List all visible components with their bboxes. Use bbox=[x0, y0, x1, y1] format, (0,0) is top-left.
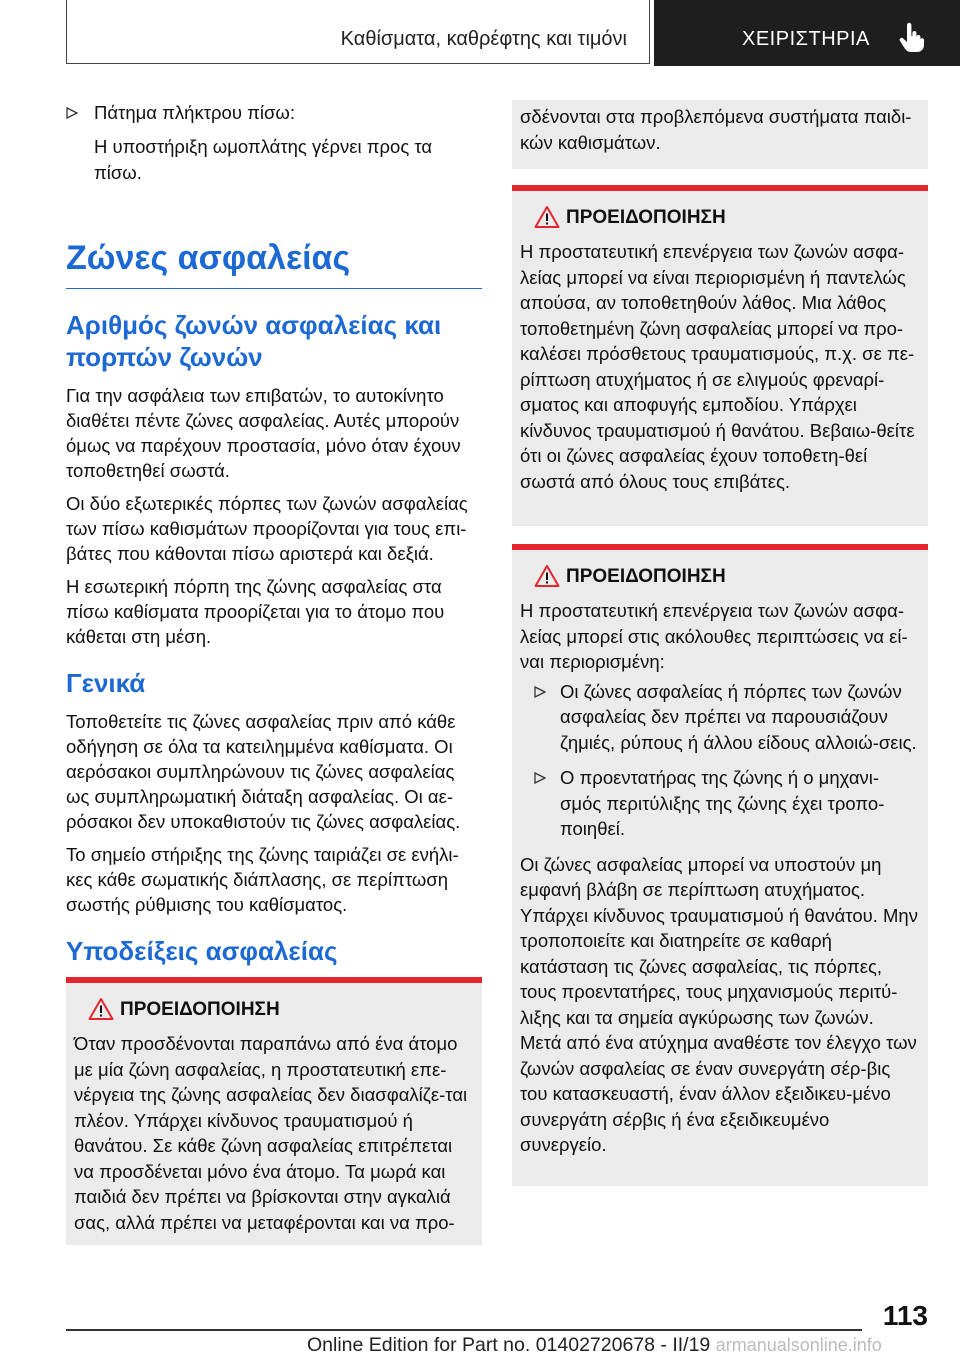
triangle-bullet-icon bbox=[534, 772, 546, 784]
paragraph: Για την ασφάλεια των επιβατών, το αυτοκίνητο διαθέτει πέντε ζώνες ασφαλείας. Αυτές μπορούν όμως να παρέχουν προστασία, μόνο όταν έχουν τοποθετηθεί σωστά. bbox=[66, 385, 461, 481]
left-column bbox=[66, 100, 482, 1245]
list-item-text: Οι ζώνες ασφαλείας ή πόρπες των ζωνών ασφαλείας δεν πρέπει να παρουσιάζουν ζημιές, ρύπους ή άλλου είδους αλλοιώ-σεις. bbox=[560, 680, 917, 753]
section-title: Καθίσματα, καθρέφτης και τιμόνι bbox=[340, 28, 627, 50]
paragraph: Το σημείο στήριξης της ζώνης ταιριάζει σε ενήλι-κες κάθε σωματικής διάπλασης, σε περίπτωση σωστής ρύθμισης του καθίσματος. bbox=[66, 844, 459, 915]
list-item bbox=[66, 100, 482, 126]
warning-triangle-icon bbox=[88, 997, 114, 1021]
warning-text: Η προστατευτική επενέργεια των ζωνών ασφα-λείας μπορεί στις ακόλουθες περιπτώσεις να εί-ναι περιορισμένη: bbox=[520, 600, 908, 672]
warning-title: ΠΡΟΕΙΔΟΠΟΙΗΣΗ bbox=[566, 566, 726, 587]
subsection-heading-general: Γενικά bbox=[66, 668, 146, 698]
chapter-tab-label: ΧΕΙΡΙΣΤΗΡΙΑ bbox=[742, 28, 870, 50]
warning-text: Η προστατευτική επενέργεια των ζωνών ασφα-λείας μπορεί να είναι περιορισμένη ή παντελώς απούσα, αν τοποθετηθούν λάθος. Μια λάθος τοποθετημένη ζώνη ασφαλείας μπορεί να προ-καλέσει πρόσθετους τραυματισμούς, π.χ. σε πε-ρίπτωση ατυχήματος ή σε ελιγμούς φρεναρί-σματος και αποφυγής εμποδίου. Υπάρχει κίνδυνος τραυματισμού ή θανάτου. Βεβαιω-θείτε ότι οι ζώνες ασφαλείας έχουν τοποθετη-θεί σωστά από όλους τους επιβάτες. bbox=[520, 241, 915, 492]
warning-text: Οι ζώνες ασφαλείας μπορεί να υποστούν μη εμφανή βλάβη σε περίπτωση ατυχήματος. Υπάρχει κίνδυνος τραυματισμού ή θανάτου. Μην τροποποιείτε και διατηρείτε σε καθαρή κατάσταση τις ζώνες ασφαλείας, τις πόρπες, τους προεντατήρες, τους μηχανισμούς περιτύ-λιξης και τα σημεία αγκύρωσης των ζωνών. Μετά από ένα ατύχημα αναθέστε τον έλεγχο των ζωνών ασφαλείας σε έναν συνεργάτη σέρ-βις του κατασκευαστή, έναν άλλον εξειδικευ-μένο συνεργάτη σέρβις ή ένα εξειδικευμένο συνεργείο. bbox=[520, 853, 918, 1155]
warning-box bbox=[66, 977, 482, 1245]
paragraph: Τοποθετείτε τις ζώνες ασφαλείας πριν από κάθε οδήγηση σε όλα τα κατειλημμένα καθίσματα. Οι αερόσακοι συμπληρώνουν τις ζώνες ασφαλείας ως συμπληρωματική διάταξη ασφαλείας. Οι αε-ρόσακοι δεν υποκαθιστούν τις ζώνες ασφαλείας. bbox=[66, 711, 461, 832]
bullet-text: Πάτημα πλήκτρου πίσω: bbox=[94, 102, 295, 123]
hand-pointer-icon bbox=[896, 22, 926, 54]
footer-divider bbox=[66, 1329, 862, 1331]
warning-triangle-icon bbox=[534, 205, 560, 229]
warning-text: Όταν προσδένονται παραπάνω από ένα άτομο με μία ζώνη ασφαλείας, η προστατευτική επε-νέργεια της ζώνης ασφαλείας δεν διασφαλίζε-ται πλέον. Υπάρχει κίνδυνος τραυματισμού ή θανάτου. Σε κάθε ζώνη ασφαλείας επιτρέπεται να προσδένεται μόνο ένα άτομο. Τα μωρά και παιδιά δεν πρέπει να βρίσκονται στην αγκαλιά σας, αλλά πρέπει να μεταφέρονται και να προ- bbox=[74, 1033, 468, 1233]
section-heading-seat-belts: Ζώνες ασφαλείας bbox=[66, 238, 482, 289]
paragraph: Η εσωτερική πόρπη της ζώνης ασφαλείας στα πίσω καθίσματα προορίζεται για το άτομο που κάθεται στη μέση. bbox=[66, 576, 445, 647]
subsection-heading-number-of-belts: Αριθμός ζωνών ασφαλείας και πορπών ζωνών bbox=[66, 310, 442, 372]
warning-box bbox=[512, 185, 928, 526]
bullet-result-text: Η υποστήριξη ωμοπλάτης γέρνει προς τα πίσω. bbox=[94, 136, 433, 183]
page-header bbox=[0, 0, 960, 66]
list-item bbox=[520, 765, 920, 842]
chapter-tab[interactable] bbox=[654, 0, 960, 66]
edition-text: Online Edition for Part no. 01402720678 - II/19 bbox=[307, 1334, 711, 1356]
footer-edition bbox=[307, 1334, 882, 1357]
subsection-heading-safety-notes: Υποδείξεις ασφαλείας bbox=[66, 936, 338, 966]
triangle-bullet-icon bbox=[66, 107, 78, 119]
header-section-box bbox=[66, 0, 650, 64]
triangle-bullet-icon bbox=[534, 686, 546, 698]
list-item bbox=[520, 679, 920, 756]
warning-header bbox=[520, 205, 920, 239]
watermark-logo: armanualsonline.info bbox=[715, 1335, 882, 1355]
warning-header bbox=[74, 997, 474, 1031]
page-number: 113 bbox=[882, 1300, 928, 1331]
paragraph: Οι δύο εξωτερικές πόρπες των ζωνών ασφαλείας των πίσω καθισμάτων προορίζονται για τους επι-βάτες που κάθονται πίσω αριστερά και δεξιά. bbox=[66, 493, 468, 564]
right-column bbox=[512, 100, 928, 1186]
warning-continuation: σδένονται στα προβλεπόμενα συστήματα παιδι-κών καθισμάτων. bbox=[512, 100, 928, 169]
warning-box bbox=[512, 544, 928, 1186]
warning-title: ΠΡΟΕΙΔΟΠΟΙΗΣΗ bbox=[120, 999, 280, 1020]
warning-title: ΠΡΟΕΙΔΟΠΟΙΗΣΗ bbox=[566, 207, 726, 228]
warning-triangle-icon bbox=[534, 564, 560, 588]
warning-header bbox=[520, 564, 920, 598]
list-item-text: Ο προεντατήρας της ζώνης ή ο μηχανι-σμός περιτύλιξης της ζώνης έχει τροπο-ποιηθεί. bbox=[560, 767, 885, 839]
